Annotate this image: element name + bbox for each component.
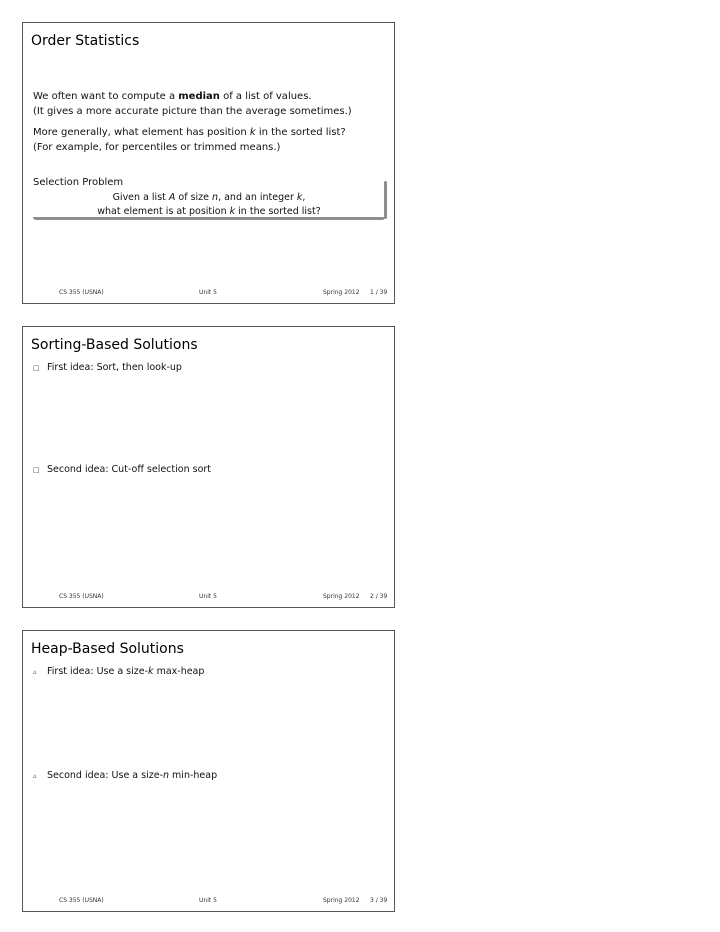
slide-1 bbox=[22, 22, 395, 304]
slide-3 bbox=[22, 630, 395, 912]
footer-course: CS 355 (USNA) bbox=[59, 593, 104, 600]
footer-term: Spring 2012 bbox=[323, 897, 360, 904]
bullet-item: ▵ First idea: Use a size-k max-heap bbox=[33, 666, 205, 677]
text-line: (For example, for percentiles or trimmed means.) bbox=[33, 142, 281, 153]
text-line: (It gives a more accurate picture than the average sometimes.) bbox=[33, 106, 352, 117]
block-line-2: what element is at position k in the sorted list? bbox=[97, 206, 321, 217]
bullet-item: □ Second idea: Cut-off selection sort bbox=[33, 464, 212, 475]
footer-course: CS 355 (USNA) bbox=[59, 897, 104, 904]
footer-course: CS 355 (USNA) bbox=[59, 289, 104, 296]
slide-body bbox=[33, 89, 352, 155]
footer-page: 1 / 39 bbox=[370, 289, 388, 296]
footer-page: 3 / 39 bbox=[370, 897, 388, 904]
block-title: Selection Problem bbox=[33, 177, 124, 188]
text-line: We often want to compute a median of a list of values. bbox=[33, 91, 312, 102]
footer-unit: Unit 5 bbox=[199, 289, 217, 296]
footer-unit: Unit 5 bbox=[199, 593, 217, 600]
footer-term: Spring 2012 bbox=[323, 593, 360, 600]
block-line-1: Given a list A of size n, and an integer k, bbox=[112, 192, 306, 203]
footer-page: 2 / 39 bbox=[370, 593, 388, 600]
bullet-item: □ First idea: Sort, then look-up bbox=[33, 362, 182, 373]
bullet-icon: ▵ bbox=[33, 667, 37, 676]
slide-title: Order Statistics bbox=[31, 33, 140, 49]
bullet-icon: □ bbox=[33, 363, 40, 372]
footer-unit: Unit 5 bbox=[199, 897, 217, 904]
bullet-icon: ▵ bbox=[33, 771, 37, 780]
slide-title: Heap-Based Solutions bbox=[31, 641, 184, 657]
bullet-item: ▵ Second idea: Use a size-n min-heap bbox=[33, 770, 218, 781]
footer-term: Spring 2012 bbox=[323, 289, 360, 296]
selection-problem-block bbox=[33, 177, 385, 221]
block-border bbox=[33, 217, 385, 220]
bullet-icon: □ bbox=[33, 465, 40, 474]
slide-title: Sorting-Based Solutions bbox=[31, 337, 198, 353]
block-border bbox=[384, 181, 387, 219]
text-line: More generally, what element has position k in the sorted list? bbox=[33, 127, 346, 138]
slide-2 bbox=[22, 326, 395, 608]
